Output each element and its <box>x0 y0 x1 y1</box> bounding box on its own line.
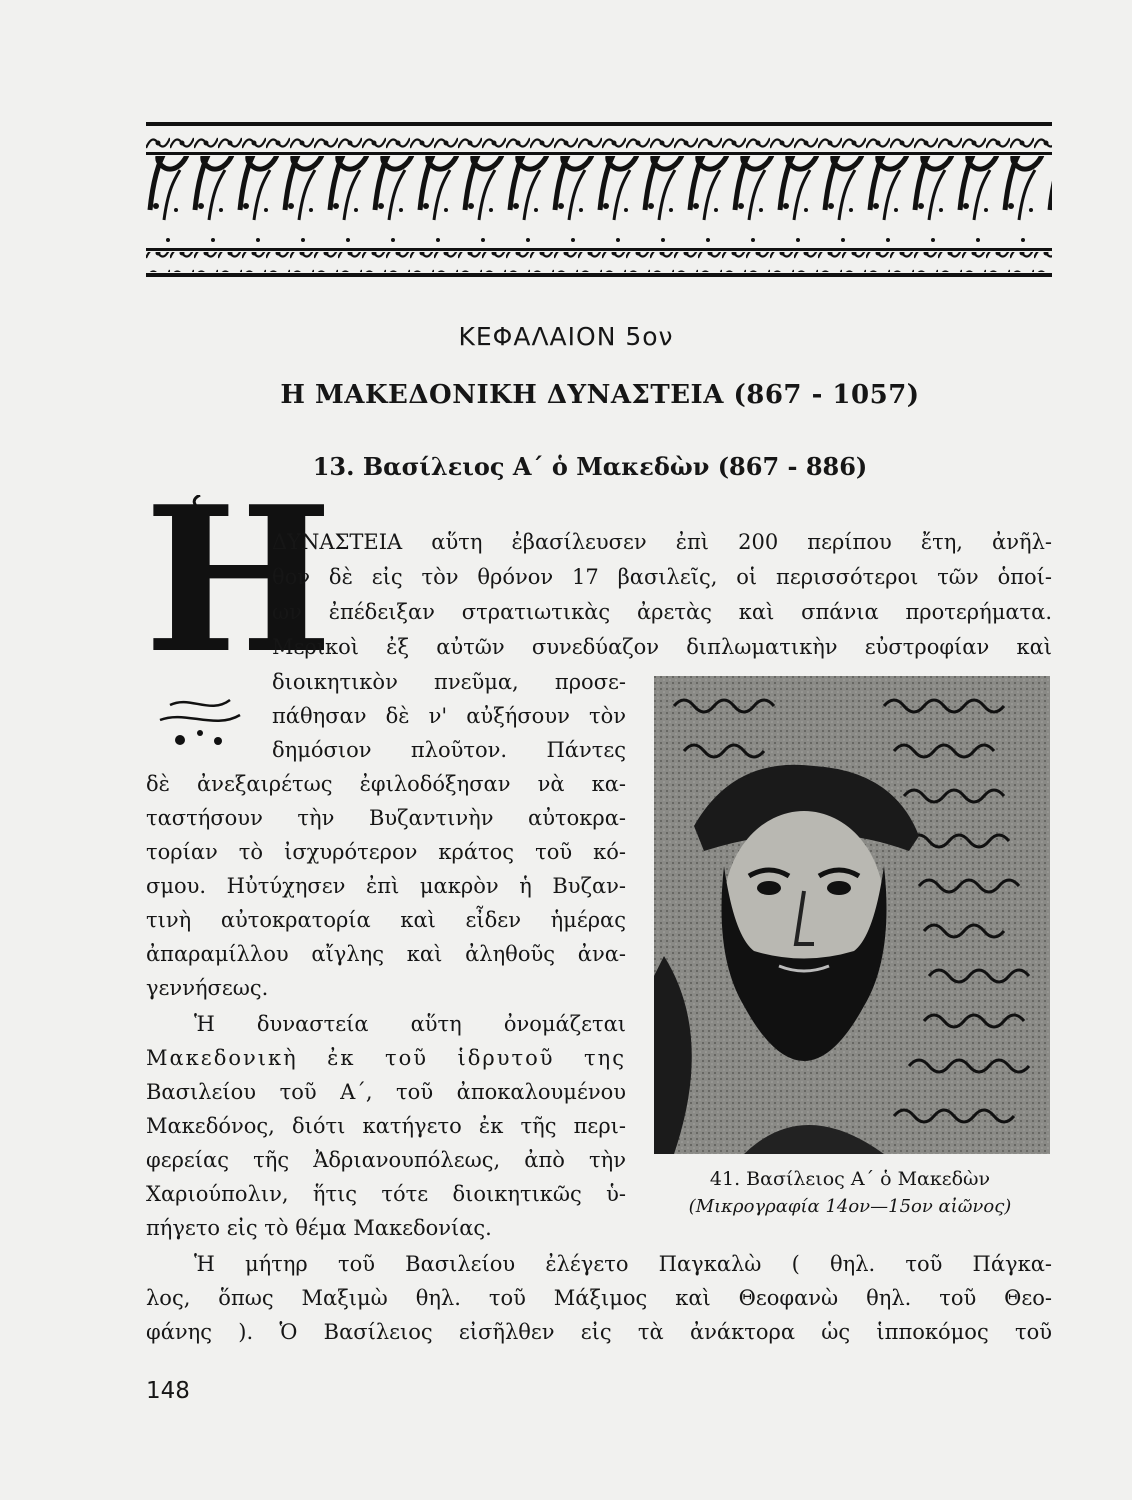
text-line: Μακεδόνος, διότι κατήγετο ἐκ τῆς περι- <box>146 1114 626 1138</box>
text-line: θον δὲ εἰς τὸν θρόνον 17 βασιλεῖς, οἱ περισσότεροι τῶν ὁποί- <box>272 565 1052 589</box>
chapter-title: Η ΜΑΚΕΔΟΝΙΚΗ ΔΥΝΑΣΤΕΙΑ (867 - 1057) <box>280 380 920 410</box>
text-line: ἀπαραμίλλου αἴγλης καὶ ἀληθοῦς ἀνα- <box>146 942 626 966</box>
text-line: γεννήσεως. <box>146 976 269 1000</box>
text-line: Βασιλείου τοῦ Α΄, τοῦ ἀποκαλουμένου <box>146 1080 626 1104</box>
text-line: δὲ ἀνεξαιρέτως ἐφιλοδόξησαν νὰ κα- <box>146 772 626 796</box>
ornamental-header-band <box>146 110 1052 280</box>
section-title: 13. Βασίλειος Α΄ ὁ Μακεδὼν (867 - 886) <box>312 452 868 481</box>
text-line: πάθησαν δὲ ν' αὐξήσουν τὸν <box>272 704 626 728</box>
text-line: λος, ὅπως Μαξιμὼ θηλ. τοῦ Μάξιμος καὶ Θεοφανὼ θηλ. τοῦ Θεο- <box>146 1286 1052 1310</box>
text-line: ΔΥΝΑΣΤΕΙΑ αὕτη ἐβασίλευσεν ἐπὶ 200 περίπου ἔτη, ἀνῆλ- <box>272 530 1052 554</box>
text-line: δημόσιον πλοῦτον. Πάντες <box>272 738 626 762</box>
text-line: φάνης ). Ὁ Βασίλειος εἰσῆλθεν εἰς τὰ ἀνάκτορα ὡς ἱπποκόμος τοῦ <box>146 1320 1052 1344</box>
chapter-label: ΚΕΦΑΛΑΙΟΝ 5ον <box>458 322 674 351</box>
figure-subcaption: (Μικρογραφία 14ον—15ον αἰῶνος) <box>688 1196 1012 1217</box>
text-line: Ἡ μήτηρ τοῦ Βασιλείου ἐλέγετο Παγκαλὼ ( θηλ. τοῦ Πάγκα- <box>194 1252 1052 1276</box>
text-line: Μερικοὶ ἐξ αὐτῶν συνεδύαζον διπλωματικὴν εὐστροφίαν καὶ <box>272 635 1052 659</box>
text-line: σμου. Ηὐτύχησεν ἐπὶ μακρὸν ἡ Βυζαν- <box>146 874 626 898</box>
text-line: πήγετο εἰς τὸ θέμα Μακεδονίας. <box>146 1216 492 1240</box>
text-line: ων ἐπέδειξαν στρατιωτικὰς ἀρετὰς καὶ σπάνια προτερήματα. <box>272 600 1052 624</box>
figure-caption: 41. Βασίλειος Α΄ ὁ Μακεδὼν <box>709 1168 991 1190</box>
drop-cap <box>140 463 333 755</box>
text-line: τινὴ αὐτοκρατορία καὶ εἶδεν ἡμέρας <box>146 908 626 932</box>
text-line: Ἡ δυναστεία αὕτη ὀνομάζεται <box>194 1012 626 1036</box>
page-number: 148 <box>146 1378 190 1404</box>
portrait-miniature-image <box>654 676 1050 1154</box>
text-line: διοικητικὸν πνεῦμα, προσε- <box>272 670 626 694</box>
drop-cap-letter: Η <box>144 463 333 698</box>
text-line: ταστήσουν τὴν Βυζαντινὴν αὐτοκρα- <box>146 806 626 830</box>
text-line: Μακεδονικὴ ἐκ τοῦ ἱδρυτοῦ της <box>146 1046 626 1070</box>
text-line: τορίαν τὸ ἰσχυρότερον κράτος τοῦ κό- <box>146 840 626 864</box>
text-line: Χαριούπολιν, ἥτις τότε διοικητικῶς ὑ- <box>146 1182 626 1206</box>
text-line: φερείας τῆς Ἀδριανουπόλεως, ἀπὸ τὴν <box>146 1148 626 1172</box>
